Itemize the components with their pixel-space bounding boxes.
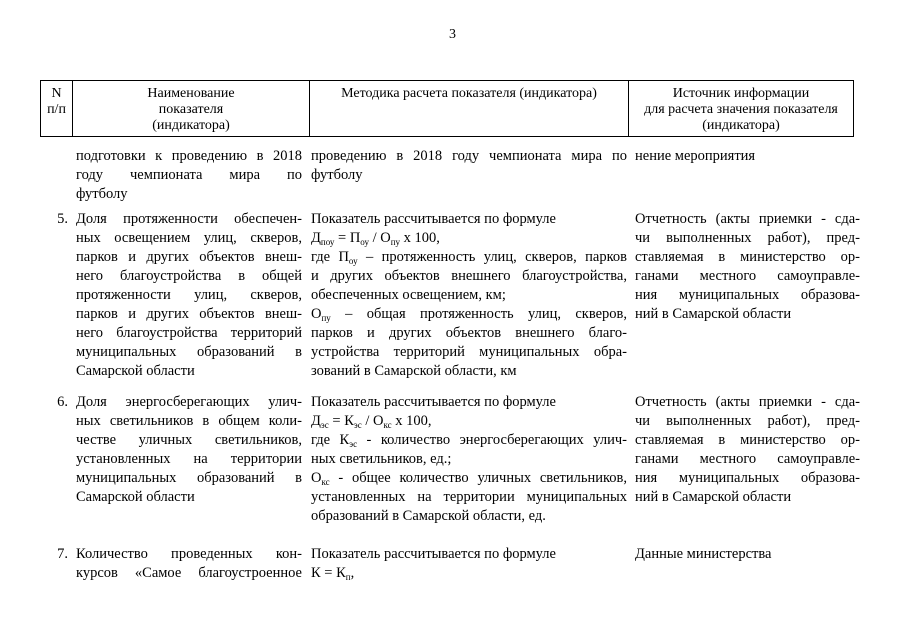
row-5-method: Показатель рассчитывается по формуле $Д_{поу} = П_{оу} / О_{пу}$ x 100, где $П_{оу}$ – протяженность улиц, скверов, парков и других объектов внешнего благоустройства, обеспеченных освещением, км; $О_{пу}$ – общая протяженность улиц, скверов, парков и других объектов внешнего благо- устройства территорий муниципальных обра- зований в Самарской области, км [311, 211, 628, 379]
row-6-def-2: $О_{кс}$ - общее количество уличных светильников, [311, 470, 627, 487]
continuation-name: подготовки к проведению в 2018 году чемпионата мира по футболу [76, 148, 302, 202]
row-6-source: Отчетность (акты приемки - сда- чи выполненных работ), пред- ставляемая в министерство ор- ганами местного самоуправле- ния муниципальных образова- ний в Самарской области [635, 394, 860, 505]
continuation-method: проведению в 2018 году чемпионата мира по футболу [311, 148, 627, 183]
row-5-def-2: $О_{пу}$ – общая протяженность улиц, скверов, [311, 306, 627, 323]
table-header-row [41, 81, 854, 137]
row-5-number: 5. [57, 211, 68, 227]
header-col-number: N п/п [41, 81, 73, 137]
row-5-name: Доля протяженности обеспечен- ных освещением улиц, скверов, парков и других объектов внеш- него благоустройства в общей протяженности улиц, скверов, парков и других объектов внеш- него благоустройства территорий муниципальных образований в Самарской области [76, 211, 302, 379]
row-6-method: Показатель рассчитывается по формуле $Д_{эс} = К_{эс} / О_{кс}$ x 100, где $К_{эс}$ - количество энергосберегающих улич- ных светильников, ед.; $О_{кс}$ - общее количество уличных светильников, установленных на территории муниципальных образований в Самарской области, ед. [311, 394, 627, 524]
header-col-name: Наименование показателя (индикатора) [73, 81, 310, 137]
table-header [40, 80, 854, 137]
row-7-number: 7. [57, 546, 68, 562]
row-6-number: 6. [57, 394, 68, 410]
continuation-source: нение мероприятия [635, 148, 756, 164]
row-7-formula: $К = К_п$, [311, 565, 355, 582]
row-5-def-1: где $П_{оу}$ – протяженность улиц, скверов, парков [311, 249, 628, 266]
header-col-source: Источник информации для расчета значения показателя (индикатора) [629, 81, 854, 137]
row-7-method: Показатель рассчитывается по формуле $К = К_п$, [311, 545, 627, 583]
row-7-name: Количество проведенных кон- курсов «Самое благоустроенное [76, 546, 302, 581]
row-6-formula: $Д_{эс} = К_{эс} / О_{кс}$ x 100, [311, 413, 432, 430]
row-7-source: Данные министерства [635, 546, 772, 562]
row-5-formula: $Д_{поу} = П_{оу} / О_{пу}$ x 100, [311, 230, 440, 247]
row-6-name: Доля энергосберегающих улич- ных светильников в общем коли- честве уличных светильников, установленных на территории муниципальных образований в Самарской области [76, 394, 302, 505]
header-col-method: Методика расчета показателя (индикатора) [310, 81, 629, 137]
page-number: 3 [449, 27, 456, 42]
row-6-def-1: где $К_{эс}$ - количество энергосберегающих улич- [311, 432, 627, 449]
row-5-source: Отчетность (акты приемки - сда- чи выполненных работ), пред- ставляемая в министерство ор- ганами местного самоуправле- ния муниципальных образова- ний в Самарской области [635, 211, 860, 322]
